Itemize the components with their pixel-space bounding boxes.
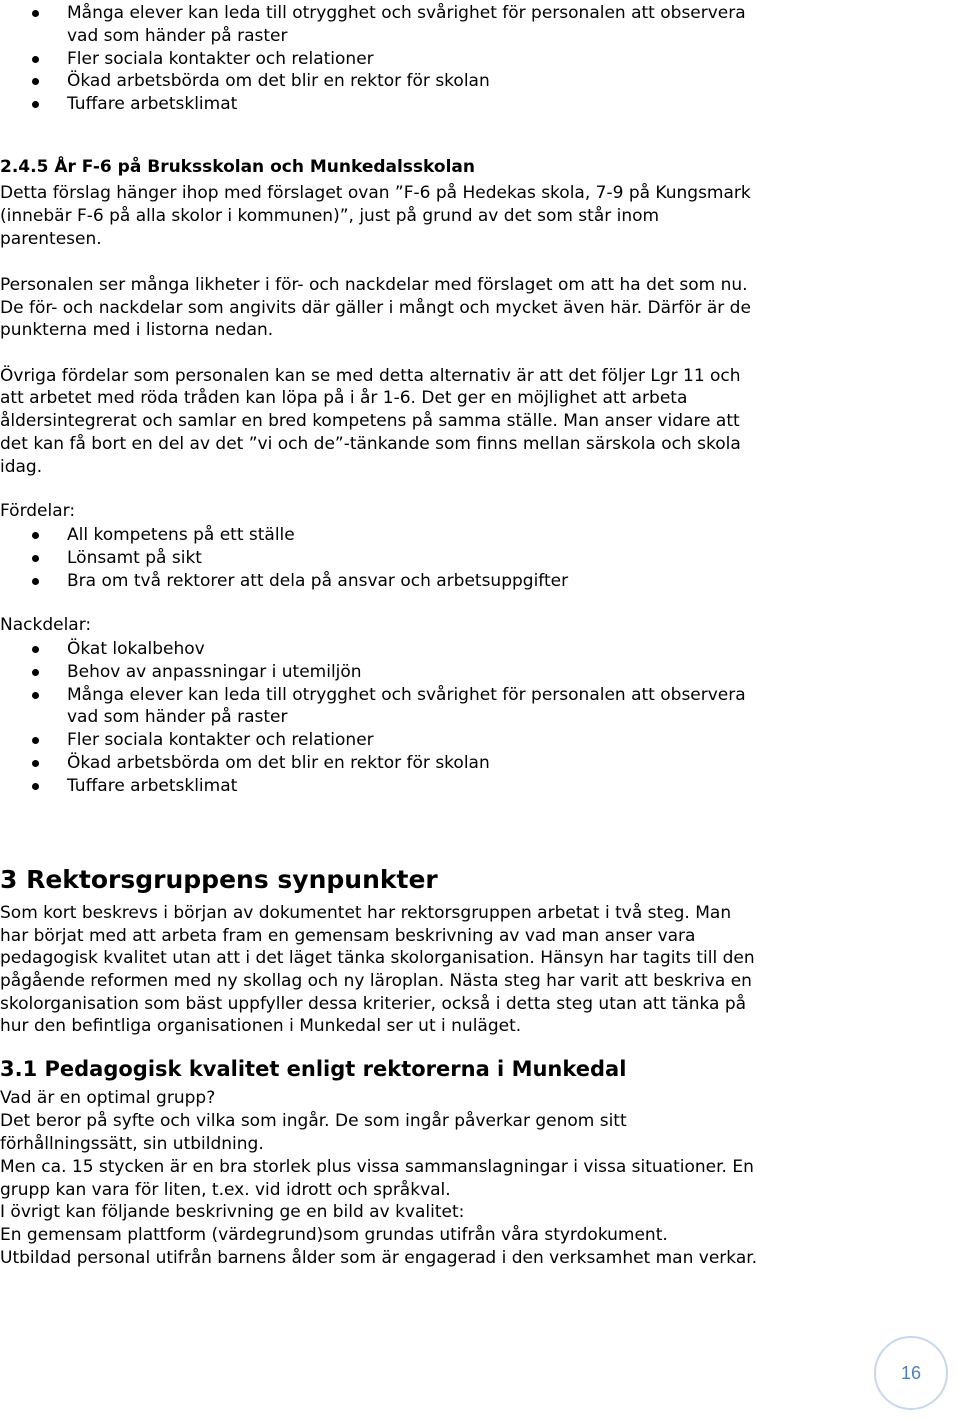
- paragraph-line: skolorganisation som bäst uppfyller dessa kriterier, också i detta steg utan att tänka på: [0, 994, 747, 1014]
- paragraph-line: grupp kan vara för liten, t.ex. vid idrott och språkval.: [0, 1180, 451, 1200]
- paragraph-line: pedagogisk kvalitet utan att i det läget tänka skolorganisation. Hänsyn har tagits till den: [0, 948, 755, 968]
- paragraph-line: pågående reformen med ny skollag och ny läroplan. Nästa steg har varit att beskriva en: [0, 971, 752, 991]
- list-item: Tuffare arbetsklimat: [67, 776, 238, 796]
- list-item-continuation: vad som händer på raster: [67, 26, 288, 46]
- bullet: [32, 783, 39, 790]
- paragraph-line: Men ca. 15 stycken är en bra storlek plus vissa sammanslagningar i vissa situationer. En: [0, 1157, 754, 1177]
- list-item-continuation: vad som händer på raster: [67, 707, 288, 727]
- paragraph-line: att arbetet med röda tråden kan löpa på i år 1-6. Det ger en möjlighet att arbeta: [0, 388, 688, 408]
- list-item: Fler sociala kontakter och relationer: [67, 730, 374, 750]
- list-item: Många elever kan leda till otrygghet och svårighet för personalen att observera: [67, 685, 746, 705]
- paragraph-line: I övrigt kan följande beskrivning ge en bild av kvalitet:: [0, 1202, 465, 1222]
- bullet: [32, 78, 39, 85]
- bullet: [32, 646, 39, 653]
- cons-label: Nackdelar:: [0, 615, 92, 635]
- list-item: Bra om två rektorer att dela på ansvar och arbetsuppgifter: [67, 571, 569, 591]
- paragraph-line: Som kort beskrevs i början av dokumentet har rektorsgruppen arbetat i två steg. Man: [0, 903, 732, 923]
- bullet: [32, 101, 39, 108]
- paragraph-line: parentesen.: [0, 229, 102, 249]
- list-item: Lönsamt på sikt: [67, 548, 202, 568]
- page-number: 16: [874, 1336, 948, 1410]
- list-item: Ökat lokalbehov: [67, 639, 205, 659]
- list-item: Ökad arbetsbörda om det blir en rektor för skolan: [67, 71, 490, 91]
- list-item: Behov av anpassningar i utemiljön: [67, 662, 362, 682]
- paragraph-line: punkterna med i listorna nedan.: [0, 320, 274, 340]
- paragraph-line: En gemensam plattform (värdegrund)som grundas utifrån våra styrdokument.: [0, 1225, 668, 1245]
- paragraph-line: Personalen ser många likheter i för- och nackdelar med förslaget om att ha det som nu.: [0, 275, 748, 295]
- bullet: [32, 692, 39, 699]
- paragraph-line: det kan få bort en del av det ”vi och de”-tänkande som finns mellan särskola och skola: [0, 434, 741, 454]
- list-item: Ökad arbetsbörda om det blir en rektor för skolan: [67, 753, 490, 773]
- bullet: [32, 578, 39, 585]
- bullet: [32, 669, 39, 676]
- list-item: All kompetens på ett ställe: [67, 525, 295, 545]
- bullet: [32, 10, 39, 17]
- list-item: Tuffare arbetsklimat: [67, 94, 238, 114]
- paragraph-line: idag.: [0, 457, 43, 477]
- bullet: [32, 532, 39, 539]
- section-heading-3-1: 3.1 Pedagogisk kvalitet enligt rektorerna i Munkedal: [0, 1057, 627, 1081]
- chapter-heading-3: 3 Rektorsgruppens synpunkter: [0, 865, 438, 894]
- pros-label: Fördelar:: [0, 501, 76, 521]
- paragraph-line: Övriga fördelar som personalen kan se med detta alternativ är att det följer Lgr 11 och: [0, 366, 741, 386]
- bullet: [32, 555, 39, 562]
- list-item: Många elever kan leda till otrygghet och svårighet för personalen att observera: [67, 3, 746, 23]
- section-heading-2-4-5: 2.4.5 År F-6 på Bruksskolan och Munkedalsskolan: [0, 157, 475, 177]
- paragraph-line: hur den befintliga organisationen i Munkedal ser ut i nuläget.: [0, 1016, 522, 1036]
- paragraph-line: Utbildad personal utifrån barnens ålder som är engagerad i den verksamhet man verkar.: [0, 1248, 758, 1268]
- paragraph-line: Det beror på syfte och vilka som ingår. De som ingår påverkar genom sitt: [0, 1111, 627, 1131]
- paragraph-line: Vad är en optimal grupp?: [0, 1088, 216, 1108]
- paragraph-line: åldersintegrerat och samlar en bred kompetens på samma ställe. Man anser vidare att: [0, 411, 740, 431]
- bullet: [32, 737, 39, 744]
- list-item: Fler sociala kontakter och relationer: [67, 49, 374, 69]
- paragraph-line: De för- och nackdelar som angivits där gäller i mångt och mycket även här. Därför är de: [0, 298, 751, 318]
- paragraph-line: (innebär F-6 på alla skolor i kommunen)”, just på grund av det som står inom: [0, 206, 660, 226]
- paragraph-line: förhållningssätt, sin utbildning.: [0, 1134, 264, 1154]
- bullet: [32, 760, 39, 767]
- paragraph-line: har börjat med att arbeta fram en gemensam beskrivning av vad man anser vara: [0, 926, 696, 946]
- bullet: [32, 56, 39, 63]
- paragraph-line: Detta förslag hänger ihop med förslaget ovan ”F-6 på Hedekas skola, 7-9 på Kungsmark: [0, 183, 751, 203]
